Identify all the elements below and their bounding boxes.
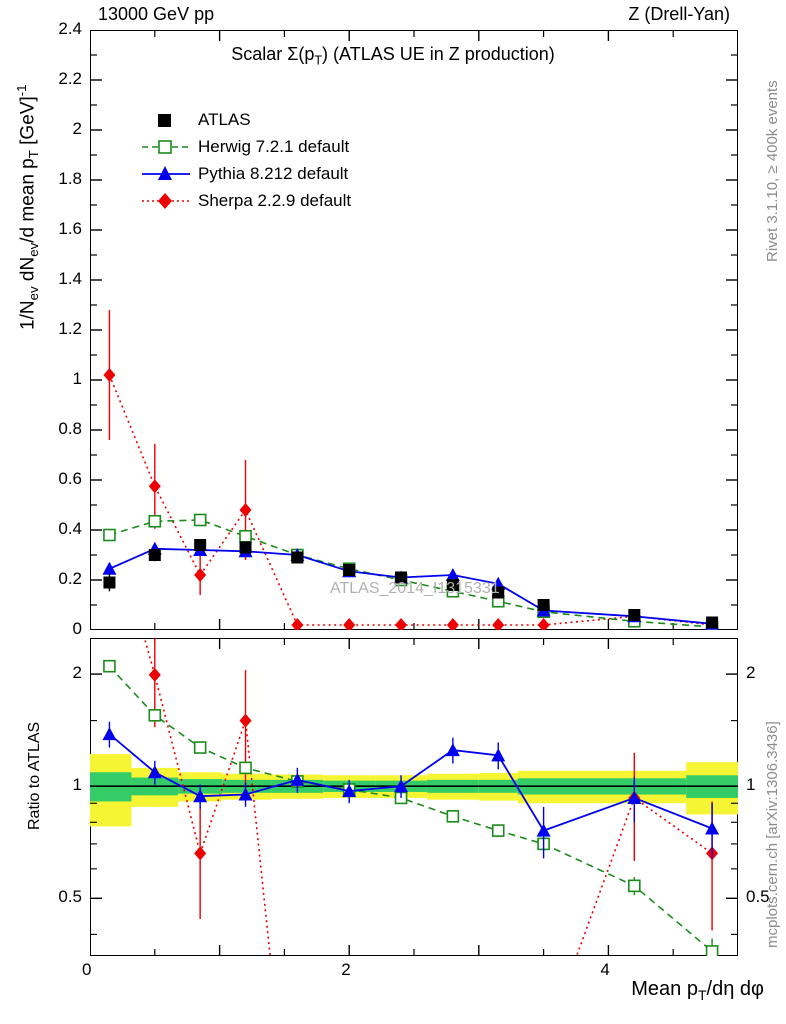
ratio-y-tick-label-left: 0.5 bbox=[58, 887, 82, 907]
legend-label-pythia: Pythia 8.212 default bbox=[198, 164, 349, 183]
legend-label-herwig: Herwig 7.2.1 default bbox=[198, 137, 350, 156]
main-y-tick-label: 1.2 bbox=[58, 319, 82, 338]
ratio-y-tick-label-left: 2 bbox=[72, 663, 82, 683]
main-y-tick-label: 1 bbox=[72, 369, 82, 388]
legend-label-atlas: ATLAS bbox=[198, 110, 251, 129]
main-y-tick-label: 0.2 bbox=[58, 569, 82, 588]
header-right-text: Z (Drell-Yan) bbox=[628, 4, 730, 24]
mcplots-arxiv-label: mcplots.cern.ch [arXiv:1306.3436] bbox=[764, 721, 781, 948]
main-y-tick-label: 2 bbox=[72, 119, 82, 138]
main-y-tick-label: 1.8 bbox=[58, 169, 82, 188]
ratio-y-tick-label-right: 1 bbox=[746, 775, 756, 795]
main-y-tick-label: 0.8 bbox=[58, 419, 82, 438]
legend-label-sherpa: Sherpa 2.2.9 default bbox=[198, 191, 352, 210]
x-tick-label: 4 bbox=[600, 960, 610, 979]
main-y-tick-label: 2.2 bbox=[58, 69, 82, 88]
ratio-y-tick-label-right: 2 bbox=[746, 663, 756, 683]
main-y-tick-label: 0 bbox=[72, 619, 82, 638]
header-left-text: 13000 GeV pp bbox=[98, 4, 215, 24]
ratio-plot-canvas bbox=[90, 638, 738, 956]
main-y-tick-label: 1.4 bbox=[58, 269, 82, 288]
main-plot-canvas bbox=[90, 30, 738, 630]
plot-title: Scalar $\Sigma(p_T)$ (ATLAS UE in Z production) bbox=[231, 44, 555, 68]
ratio-y-tick-label-left: 1 bbox=[72, 775, 82, 795]
ratio-y-tick-label-right: 0.5 bbox=[746, 887, 770, 907]
y-axis-title-ratio: Ratio to ATLAS bbox=[26, 721, 43, 830]
x-tick-label: 2 bbox=[341, 960, 351, 979]
main-y-tick-label: 0.4 bbox=[58, 519, 82, 538]
x-axis-title: Mean $p_T/d\eta$ dφ bbox=[631, 978, 764, 1003]
dataset-watermark: ATLAS_2014_I1315331 bbox=[330, 580, 500, 597]
y-axis-title-main: $1/N_{ev}$ $dN_{ev}/d$ mean $p_T$ [GeV]$^{-1}$ bbox=[14, 84, 42, 330]
main-y-tick-label: 0.6 bbox=[58, 469, 82, 488]
main-y-tick-label: 1.6 bbox=[58, 219, 82, 238]
main-y-tick-label: 2.4 bbox=[58, 19, 82, 38]
rivet-version-label: Rivet 3.1.10, ≥ 400k events bbox=[764, 80, 781, 262]
x-tick-label: 0 bbox=[82, 960, 92, 979]
